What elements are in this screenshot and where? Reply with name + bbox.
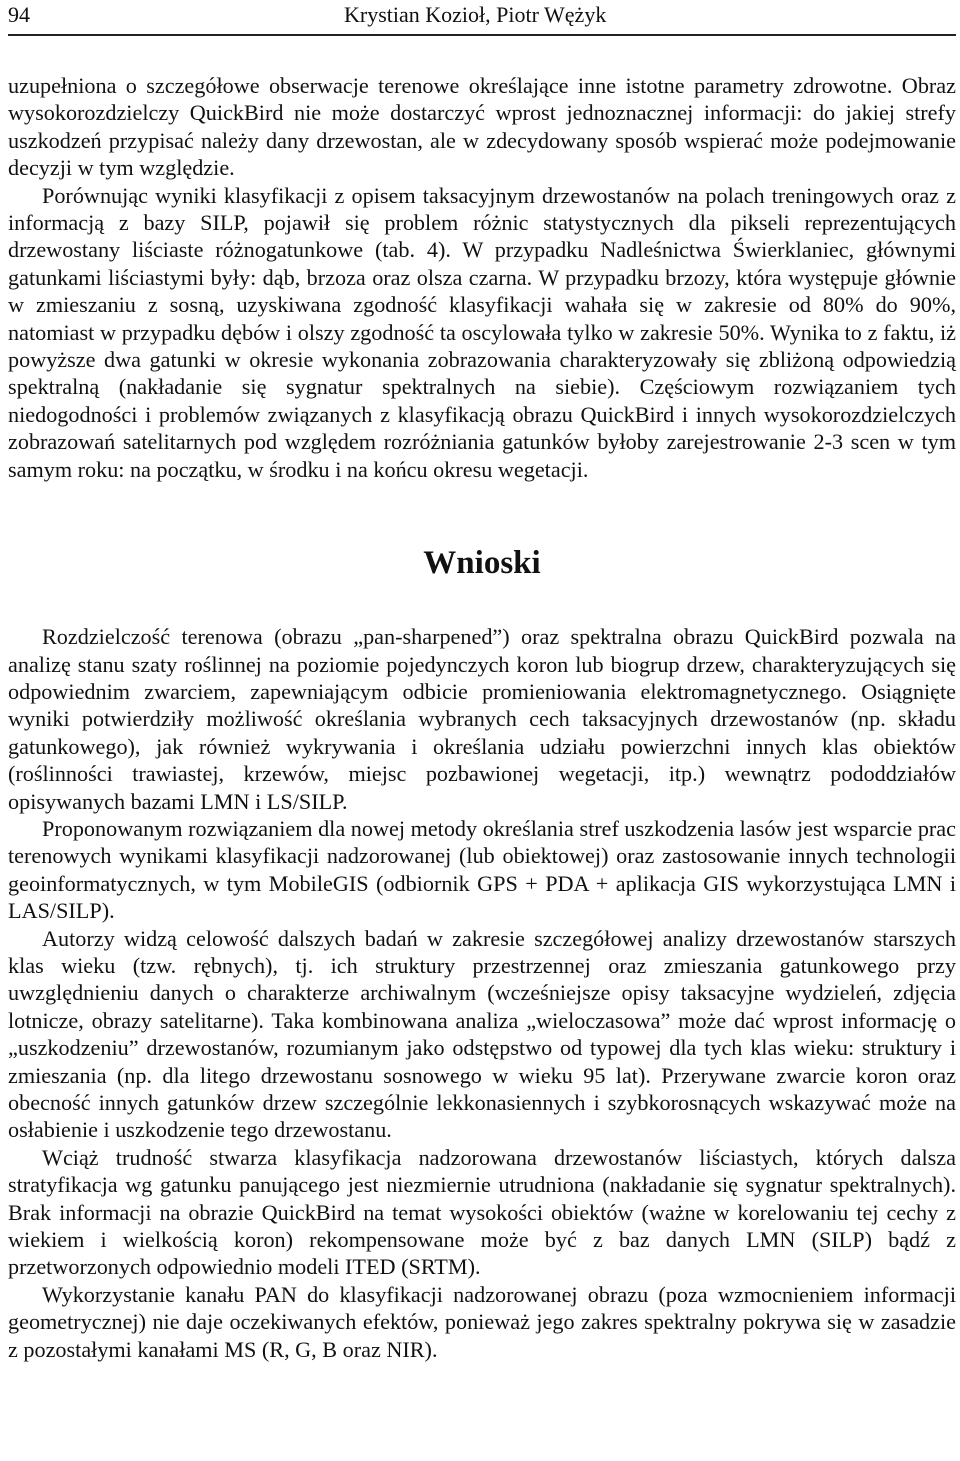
page-number: 94	[8, 2, 30, 27]
running-header-authors: Krystian Kozioł, Piotr Wężyk	[344, 2, 607, 27]
paragraph-conclusion-resolution: Rozdzielczość terenowa (obrazu „pan-sharpened”) oraz spektralna obrazu QuickBird pozwala na analizę stanu szaty roślinnej na poziomie pojedynczych koron lub biogrup drzew, charakteryzujących się odpowiednim zwarciem, zapewniającym odbicie promieniowania elektromagnetycznego. Osiągnięte wyniki potwierdziły możliwość określania wybranych cech taksacyjnych drzewostanów (np. składu gatunkowego), jak również wykrywania i określania udziału powierzchni innych klas obiektów (roślinności trawiastej, krzewów, miejsc pozbawionej wegetacji, itp.) wewnątrz pododdziałów opisywanych bazami LMN i LS/SILP.	[8, 624, 956, 814]
document-page	[8, 0, 956, 1363]
paragraph-continuation: uzupełniona o szczegółowe obserwacje terenowe określające inne istotne parametry zdrowotne. Obraz wysokorozdzielczy QuickBird nie może dostarczyć wprost jednoznacznej informacji: do jakiej strefy uszkodzeń przypisać należy dany drzewostan, ale w zdecydowany sposób wspierać może podejmowanie decyzji w tym względzie.	[8, 73, 956, 181]
paragraph-conclusion-deciduous-difficulty: Wciąż trudność stwarza klasyfikacja nadzorowana drzewostanów liściastych, których dalsza stratyfikacja wg gatunku panującego jest niezmiernie utrudniona (nakładanie się sygnatur spektralnych). Brak informacji na obrazie QuickBird na temat wysokości obiektów (ważne w korelowaniu tej cechy z wiekiem i wielkością koron) rekompensowane może być z baz danych LMN (SILP) bądź z przetworzonych odpowiednio modeli ITED (SRTM).	[8, 1144, 956, 1280]
paragraph-conclusion-further-research: Autorzy widzą celowość dalszych badań w zakresie szczegółowej analizy drzewostanów starszych klas wieku (tzw. rębnych), tj. ich struktury przestrzennej oraz zmieszania gatunkowego przy uwzględnieniu danych o charakterze archiwalnym (wcześniejsze opisy taksacyjne wydzieleń, zdjęcia lotnicze, obrazy satelitarne). Taka kombinowana analiza „wieloczasowa” może dać wprost informację o „uszkodzeniu” drzewostanów, rozumianym jako odstępstwo od typowej dla tych klas wieku: struktury i zmieszania (np. dla litego drzewostanu sosnowego w wieku 95 lat). Przerywane zwarcie koron oraz obecność innych gatunków drzew szczególnie lekkonasiennych i szybkorosnących wskazywać może na osłabienie i uszkodzenie tego drzewostanu.	[8, 925, 956, 1143]
section-heading-conclusions: Wnioski	[423, 545, 541, 582]
running-header	[8, 0, 956, 36]
paragraph-classification-comparison: Porównując wyniki klasyfikacji z opisem taksacyjnym drzewostanów na polach treningowych oraz z informacją z bazy SILP, pojawił się problem różnic statystycznych dla pikseli reprezentujących drzewostany liściaste różnogatunkowe (tab. 4). W przypadku Nadleśnictwa Świerklaniec, głównymi gatunkami liściastymi były: dąb, brzoza oraz olsza czarna. W przypadku brzozy, która występuje głównie w zmieszaniu z sosną, uzyskiwana zgodność klasyfikacji wahała się w zakresie od 80% do 90%, natomiast w przypadku dębów i olszy zgodność ta oscylowała tylko w zakresie 50%. Wynika to z faktu, iż powyższe dwa gatunki w okresie wykonania zobrazowania charakteryzowały się zbliżoną odpowiedzią spektralną (nakładanie się sygnatur spektralnych na siebie). Częściowym rozwiązaniem tych niedogodności i problemów związanych z klasyfikacją obrazu QuickBird i innych wysokorozdzielczych zobrazowań satelitarnych pod względem rozróżniania gatunków byłoby zarejestrowanie 2-3 scen w tym samym roku: na początku, w środku i na końcu okresu wegetacji.	[8, 182, 956, 482]
paragraph-conclusion-pan-channel: Wykorzystanie kanału PAN do klasyfikacji nadzorowanej obrazu (poza wzmocnieniem informacji geometrycznej) nie daje oczekiwanych efektów, ponieważ jego zakres spektralny pokrywa się w zasadzie z pozostałymi kanałami MS (R, G, B oraz NIR).	[8, 1281, 956, 1362]
body-text	[8, 72, 956, 1363]
paragraph-conclusion-proposed-method: Proponowanym rozwiązaniem dla nowej metody określania stref uszkodzenia lasów jest wsparcie prac terenowych wynikami klasyfikacji nadzorowanej (lub obiektowej) oraz zastosowanie innych technologii geoinformatycznych, w tym MobileGIS (odbiornik GPS + PDA + aplikacja GIS wykorzystująca LMN i LAS/SILP).	[8, 815, 956, 924]
